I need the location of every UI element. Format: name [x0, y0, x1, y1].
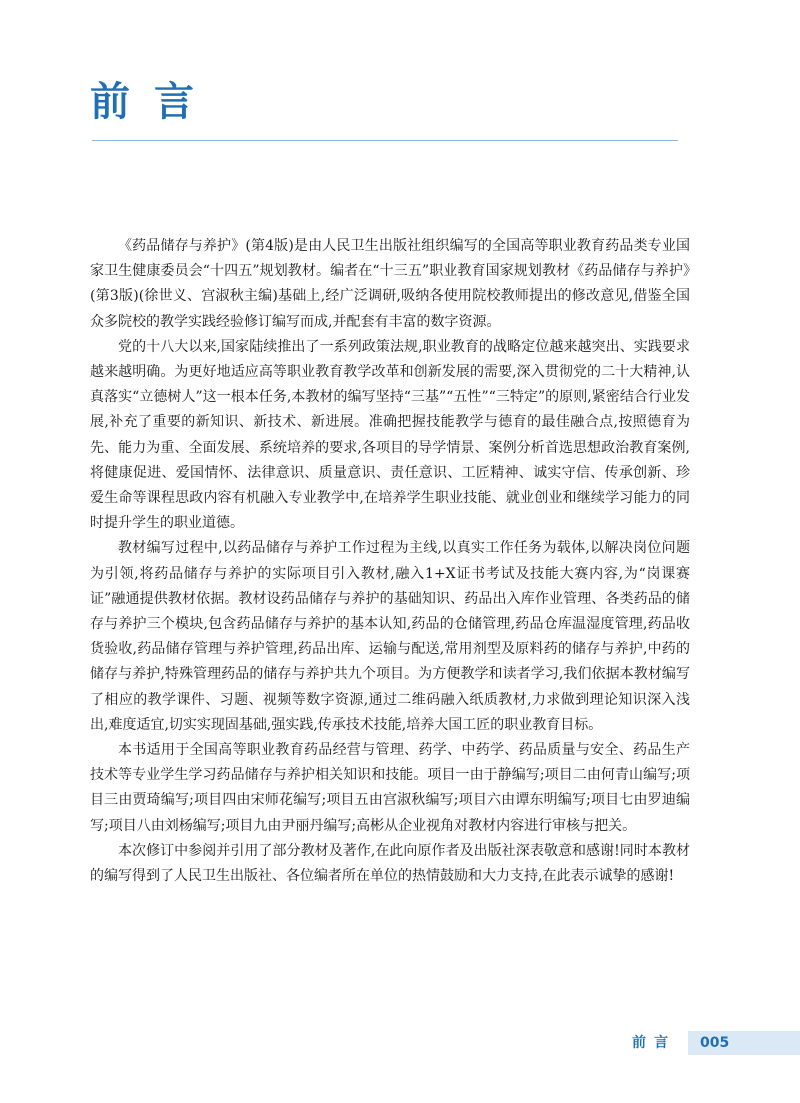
paragraph-policy: 党的十八大以来,国家陆续推出了一系列政策法规,职业教育的战略定位越来越突出、实践要求越来越明确。为更好地适应高等职业教育教学改革和创新发展的需要,深入贯彻党的二十大精神,认真落实“立德树人”这一根本任务,本教材的编写坚持“三基”“五性”“三特定”的原则,紧密结合行业发展,补充了重要的新知识、新技术、新进展。准确把握技能教学与德育的最佳融合点,按照德育为先、能力为重、全面发展、系统培养的要求,各项目的导学情景、案例分析首选思想政治教育案例,将健康促进、爱国情怀、法律意识、质量意识、责任意识、工匠精神、诚实守信、传承创新、珍爱生命等课程思政内容有机融入专业教学中,在培养学生职业技能、就业创业和继续学习能力的同时提升学生的职业道德。 [90, 338, 690, 532]
paragraph-intro: 《药品储存与养护》(第4版)是由人民卫生出版社组织编写的全国高等职业教育药品类专业国家卫生健康委员会“十四五”规划教材。编者在“十三五”职业教育国家规划教材《药品储存与养护》(第3版)(徐世义、宫淑秋主编)基础上,经广泛调研,吸纳各使用院校教师提出的修改意见,借鉴全国众多院校的教学实践经验修订编写而成,并配套有丰富的数字资源。 [90, 238, 690, 330]
footer-section-label: 前言 [632, 1035, 676, 1051]
page-number-band [688, 1031, 800, 1055]
paragraph-structure: 教材编写过程中,以药品储存与养护工作过程为主线,以真实工作任务为载体,以解决岗位问题为引领,将药品储存与养护的实际项目引入教材,融入1+X证书考试及技能大赛内容,为“岗课赛证”融通提供教材依据。教材设药品储存与养护的基础知识、药品出入库作业管理、各类药品的储存与养护三个模块,包含药品储存与养护的基本认知,药品的仓储管理,药品仓库温湿度管理,药品收货验收,药品储存管理与养护管理,药品出库、运输与配送,常用剂型及原料药的储存与养护,中药的储存与养护,特殊管理药品的储存与养护共九个项目。为方便教学和读者学习,我们依据本教材编写了相应的教学课件、习题、视频等数字资源,通过二维码融入纸质教材,力求做到理论知识深入浅出,难度适宜,切实实现固基础,强实践,传承技术技能,培养大国工匠的职业教育目标。 [90, 540, 690, 733]
paragraph-authors: 本书适用于全国高等职业教育药品经营与管理、药学、中药学、药品质量与安全、药品生产技术等专业学生学习药品储存与养护相关知识和技能。项目一由于静编写;项目二由何青山编写;项目三由贾琦编写;项目四由宋师花编写;项目五由宫淑秋编写;项目六由谭东明编写;项目七由罗迪编写;项目八由刘杨编写;项目九由尹丽丹编写;高彬从企业视角对教材内容进行审核与把关。 [90, 742, 690, 834]
page-number: 005 [700, 1035, 730, 1051]
preface-body [90, 234, 690, 889]
page-footer [0, 1031, 800, 1055]
paragraph-thanks: 本次修订中参阅并引用了部分教材及著作,在此向原作者及出版社深表敬意和感谢!同时本教材的编写得到了人民卫生出版社、各位编者所在单位的热情鼓励和大力支持,在此表示诚挚的感谢! [90, 842, 690, 885]
page-title: 前言 [90, 79, 218, 125]
title-divider [92, 140, 678, 141]
